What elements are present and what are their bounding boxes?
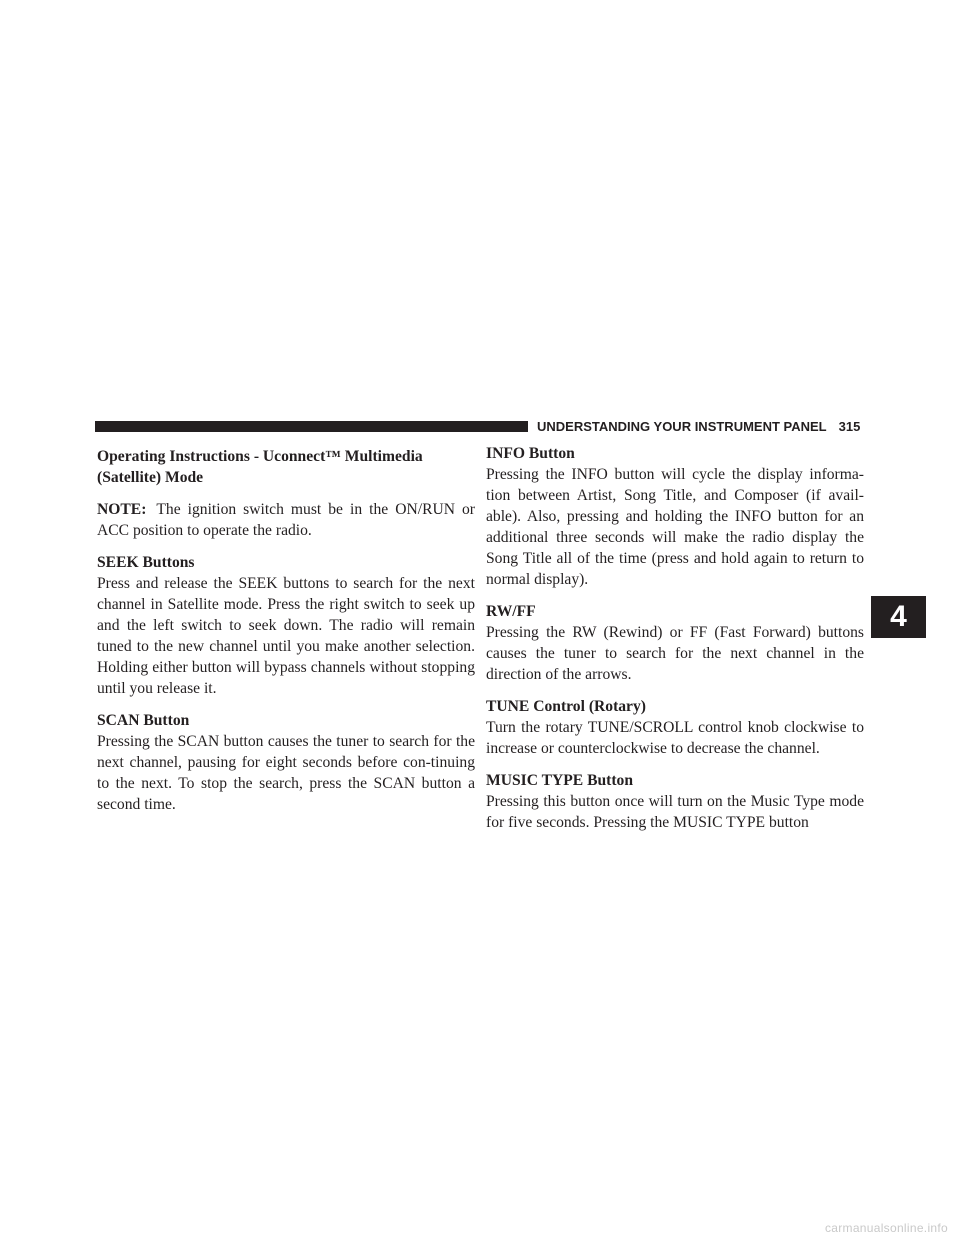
- music-type-paragraph: Pressing this button once will turn on the Music Type mode for five seconds. Pressing the MUSIC TYPE button: [486, 793, 864, 831]
- tune-paragraph: Turn the rotary TUNE/SCROLL control knob clockwise to increase or counterclockwise to decrease the channel.: [486, 719, 864, 757]
- rwff-heading: RW/FF: [486, 603, 536, 620]
- header-title: UNDERSTANDING YOUR INSTRUMENT PANEL: [537, 419, 827, 434]
- note-label: NOTE:: [97, 501, 147, 518]
- section-heading: Operating Instructions - Uconnect™ Multimedia (Satellite) Mode: [97, 448, 423, 486]
- note-text: The ignition switch must be in the ON/RUN or ACC position to operate the radio.: [97, 501, 475, 539]
- header-rule: [95, 421, 528, 432]
- page-number: 315: [838, 419, 861, 434]
- seek-paragraph: Press and release the SEEK buttons to search for the next channel in Satellite mode. Press the right switch to seek up and the left switch to seek down. The radio will remain tuned to the new channel until you make another selection. Holding either button will bypass channels without stopping until you release it.: [97, 575, 475, 697]
- note-paragraph: [97, 499, 475, 541]
- tune-heading: TUNE Control (Rotary): [486, 698, 646, 715]
- info-heading: INFO Button: [486, 445, 575, 462]
- right-column: [486, 443, 864, 844]
- scan-paragraph: Pressing the SCAN button causes the tuner to search for the next channel, pausing for eight seconds before con-tinuing to the next. To stop the search, press the SCAN button a second time.: [97, 733, 475, 813]
- chapter-tab: 4: [871, 596, 926, 638]
- music-type-heading: MUSIC TYPE Button: [486, 772, 634, 789]
- info-paragraph: Pressing the INFO button will cycle the display informa-tion between Artist, Song Title, and Composer (if avail-able). Also, pressing and holding the INFO button for an additional three seconds will make the radio display the Song Title all of the time (press and hold again to return to normal display).: [486, 466, 864, 588]
- watermark: carmanualsonline.info: [824, 1221, 948, 1235]
- seek-heading: SEEK Buttons: [97, 554, 195, 571]
- scan-heading: SCAN Button: [97, 712, 190, 729]
- left-column: [97, 446, 475, 826]
- running-header: [537, 419, 867, 435]
- rwff-paragraph: Pressing the RW (Rewind) or FF (Fast Forward) buttons causes the tuner to search for the next channel in the direction of the arrows.: [486, 624, 864, 683]
